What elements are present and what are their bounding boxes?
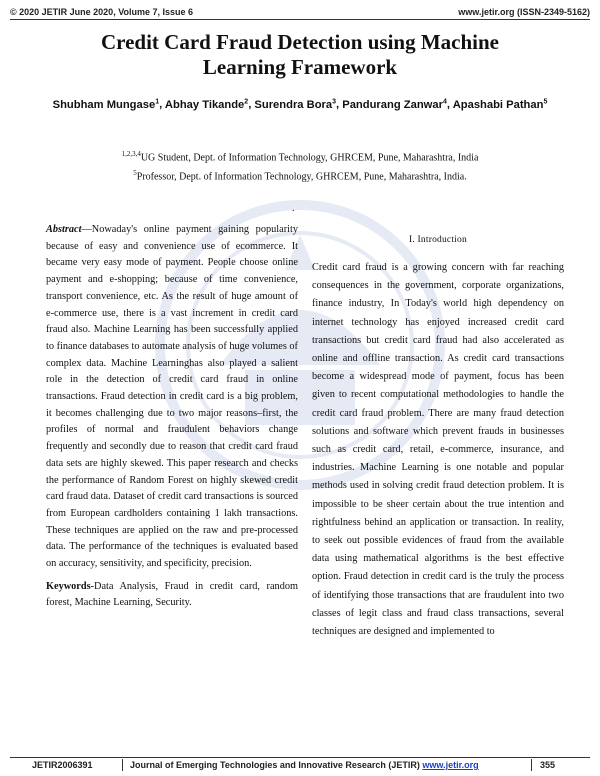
paper-title (30, 30, 570, 80)
author-1: Shubham Mungase$^1$ (52, 98, 160, 111)
keywords-paragraph (46, 579, 298, 612)
footer-rule (10, 757, 590, 758)
footer-journal: Journal of Emerging Technologies and Innovative Research (JETIR) www.jetir.org (130, 760, 479, 770)
header-rule (10, 19, 590, 20)
keywords-label: Keywords (46, 580, 91, 592)
header-website[interactable]: www.jetir.org (ISSN-2349-5162) (458, 7, 590, 17)
keywords-text: -Data Analysis, Fraud in credit card, random forest, Machine Learning, Security. (46, 580, 298, 609)
author-4: Pandurang Zanwar$^4$ (342, 98, 447, 111)
title-line-1: Credit Card Fraud Detection using Machine (100, 30, 499, 54)
author-list: Shubham Mungase$^1$, Abhay Tikande$^2$, Surendra Bora$^3$, Pandurang Zanwar$^4$, Apashabi Pathan$^5$ (52, 98, 548, 111)
footer-separator (122, 759, 123, 771)
left-column (46, 222, 298, 612)
right-column (312, 259, 564, 641)
abstract-paragraph (46, 222, 298, 573)
abstract-text: —Nowaday's online payment gaining popularity because of easy and convenience use of ecommerce. It became very easy mode of payment. People choose online payment and e-shopping; because of time convenience, transport convenience, etc. As the result of huge amount of e-commerce use, there is a vast increment in credit card fraud also. Machine Learning has been successfully applied to finance databases to automate analysis of huge volumes of complex data. Machine Learninghas also played a salient role in the detection of credit card fraud in online transactions. Fraud detection in credit card is a big problem, it becomes challenging due to two major reasons–first, the profiles of normal and fraudulent behaviors change frequently and secondly due to reason that credit card fraud data sets are highly skewed. This paper research and checks the performance of Random Forest on highly skewed credit card fraud data. Dataset of credit card transactions is sourced from European cardholders containing 1 lakh transactions. These techniques are applied on the raw and pre-processed data. The performance of the techniques is evaluated based on accuracy, sensitivity, and specificity, precision. (46, 224, 298, 570)
affiliation-1: $^{1,2,3,4}$UG Student, Dept. of Information Technology, GHRCEM, Pune, Maharashtra, India (121, 150, 479, 164)
title-line-2: Learning Framework (202, 55, 398, 79)
footer-website-link[interactable]: www.jetir.org (422, 760, 479, 770)
affiliation-2: $^5$Professor, Dept. of Information Technology, GHRCEM, Pune, Maharashtra, India. (133, 169, 467, 183)
page-footer (10, 757, 590, 773)
author-3: Surendra Bora$^3$ (254, 98, 337, 111)
introduction-heading: I. Introduction (409, 235, 467, 245)
abstract-label: Abstract (46, 224, 82, 235)
page-header (10, 4, 590, 20)
author-5: Apashabi Pathan$^5$ (452, 98, 548, 111)
header-journal-info: © 2020 JETIR June 2020, Volume 7, Issue 6 (10, 7, 194, 17)
footer-page-number: 355 (540, 760, 556, 770)
footer-separator (531, 759, 532, 771)
author-2: Abhay Tikande$^2$ (164, 98, 249, 111)
separator-dot: . (292, 203, 295, 214)
footer-paper-code: JETIR2006391 (32, 760, 93, 770)
introduction-text: Credit card fraud is a growing concern with far reaching consequences in the government, corporate organizations, finance industry, In Today's world high dependency on internet technology has enjoyed increased credit card transactions but credit card fraud had also accelerated as online and offline transaction. As credit card transactions become a widespread mode of payment, focus has been given to recent computational methodologies to handle the credit card fraud problem. There are many fraud detection solutions and software which prevent frauds in businesses such as credit card, retail, e-commerce, insurance, and industries. Machine Learning is one notable and popular methods used in solving credit fraud detection problem. It is impossible to be sheer certain about the true intention and rightfulness behind an application or transaction. In reality, to seek out possible evidences of fraud from the available data using mathematical algorithms is the best effective option. Fraud detection in credit card is the truly the process of identifying those transactions that are fraudulent into two classes of legit class and fraud class transactions, several techniques are designed and implemented to (312, 262, 564, 638)
